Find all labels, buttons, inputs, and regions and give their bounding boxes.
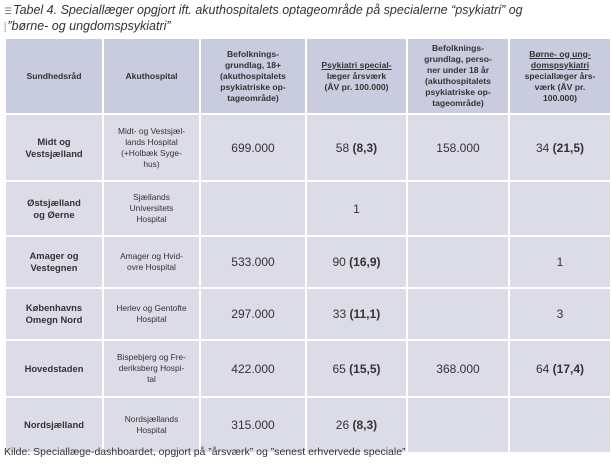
source-note: Kilde: Speciallæge-dashboardet, opgjort på ”årsværk” og ”senest erhvervede speciale” [4,446,406,458]
text-line: Vestsjælland [25,147,83,159]
text-line: og Øerne [33,208,75,220]
text-line: Midt og [37,135,71,147]
rate: (11,1) [349,307,381,321]
pop-child-cell [407,288,509,340]
text-line: psykiatriske op- [220,81,286,92]
hospital-cell [103,114,200,181]
table-caption [4,3,604,35]
text-line: lands Hospital [125,136,178,147]
table-row [5,288,611,340]
region-cell [5,340,103,397]
text-line: grundlag, perso- [424,54,492,64]
psykiatri-cell [306,288,407,340]
text-line: læger årsværk [326,70,387,81]
hospital-cell [103,288,200,340]
text-line: Bispebjerg og Fre- [117,352,186,362]
table-row [5,397,611,453]
rate: (17,4) [552,361,585,376]
text-line: Universitets [129,203,174,213]
col-sundhedsraad-header [5,38,103,114]
table-row [5,181,611,236]
psykiatri-cell [306,236,407,288]
region-cell [5,397,103,453]
rate: (15,5) [349,361,381,376]
psykiatri-cell [306,397,407,453]
table-row [5,236,611,288]
text-line: Hospital [136,314,167,324]
value: 90 [332,255,346,269]
text-line: Nordsjællands [124,414,179,424]
boerne-psykiatri-cell [509,397,611,453]
text-line: Befolknings- [226,48,280,59]
caption-line-1: ☰Tabel 4. Speciallæger opgjort ift. akuthospitalets optageområde på specialerne “psykiatri” og [4,3,523,17]
col-akuthospital-header [103,38,200,114]
text-line: Sundhedsråd [26,70,82,81]
pop-adult-cell: 699.000 [200,114,306,181]
region-cell [5,114,103,181]
table-row [5,340,611,397]
text-line: ovre Hospital [127,262,176,272]
pop-adult-cell: 533.000 [200,236,306,288]
text-line: (akuthospitalets [425,76,491,86]
text-line: Sjællands [133,192,170,202]
text-line: Befolknings- [431,43,485,53]
text-line: værk (ÅV pr. [534,81,586,92]
psykiatri-cell [306,340,407,397]
rate: (8,3) [352,418,378,432]
anchor-icon: ☰ [4,6,13,16]
boerne-psykiatri-cell [509,340,611,397]
col-pop-adult-header [200,38,306,114]
text-line: hus) [143,158,160,169]
value: 33 [332,307,347,321]
pop-child-cell [407,181,509,236]
text-line: ner under 18 år [426,65,490,75]
text-line: Psykiatri special- [321,59,392,70]
text-line: (akuthospitalets [220,70,286,81]
pop-adult-cell: 297.000 [200,288,306,340]
text-line: Hospital [136,214,167,224]
text-line: tageområde) [227,92,279,103]
value: 1 [353,201,360,216]
pop-child-cell [407,397,509,453]
boerne-psykiatri-cell [509,114,611,181]
hospital-cell [103,397,200,453]
table-row [5,114,611,181]
text-line: grundlag, 18+ [224,59,282,70]
hospital-cell [103,236,200,288]
col-boerne-psykiatri-header [509,38,611,114]
col-psykiatri-header [306,38,407,114]
pop-adult-cell: 422.000 [200,340,306,397]
text-line: speciallæger års- [524,70,596,81]
boerne-psykiatri-cell [509,288,611,340]
text-line: Københavns [25,302,83,313]
pop-adult-cell: 315.000 [200,397,306,453]
region-cell [5,288,103,340]
specialists-table [4,37,611,454]
pop-child-cell [407,236,509,288]
caption-line-2: ⸽”børne- og ungdomspsykiatri” [4,19,171,33]
region-cell [5,236,103,288]
text-line: Amager og [29,250,79,261]
text-line: Omegn Nord [25,314,83,325]
pop-child-cell: 368.000 [407,340,509,397]
text-line: Hovedstaden [24,362,84,374]
psykiatri-cell [306,181,407,236]
psykiatri-cell [306,114,407,181]
value: 65 [332,361,346,376]
text-line: Amager og Hvid- [120,251,183,261]
value: 3 [556,307,564,321]
text-line: Vestegnen [30,262,78,273]
pop-child-cell: 158.000 [407,114,509,181]
text-line: (ÅV pr. 100.000) [324,81,389,92]
col-pop-child-header [407,38,509,114]
rate: (21,5) [552,140,585,155]
anchor-icon: ⸽ [4,22,7,32]
rate: (16,9) [349,255,381,269]
text-line: domspsykiatri [530,59,590,70]
text-line: Hospital [136,425,167,435]
text-line: tageområde) [432,98,484,108]
text-line: tal [147,374,156,384]
hospital-cell [103,340,200,397]
value: 26 [335,418,350,432]
text-line: Østsjælland [27,196,81,208]
text-line: Akuthospital [125,70,178,81]
text-line: deriksberg Hospi- [118,363,185,373]
value: 34 [535,140,550,155]
value: 1 [556,255,564,269]
value: 58 [335,140,350,155]
text-line: Herlev og Gentofte [116,303,187,313]
text-line: psykiatriske op- [425,87,491,97]
pop-adult-cell [200,181,306,236]
hospital-cell [103,181,200,236]
value: 64 [535,361,550,376]
boerne-psykiatri-cell [509,236,611,288]
text-line: (+Holbæk Syge- [121,147,182,158]
text-line: Midt- og Vestsjæl- [117,125,186,136]
rate: (8,3) [352,140,378,155]
region-cell [5,181,103,236]
text-line: Nordsjælland [24,419,84,430]
text-line: Børne- og ung- [529,48,591,59]
header-row [5,38,611,114]
text-line: 100.000) [543,92,577,103]
boerne-psykiatri-cell [509,181,611,236]
